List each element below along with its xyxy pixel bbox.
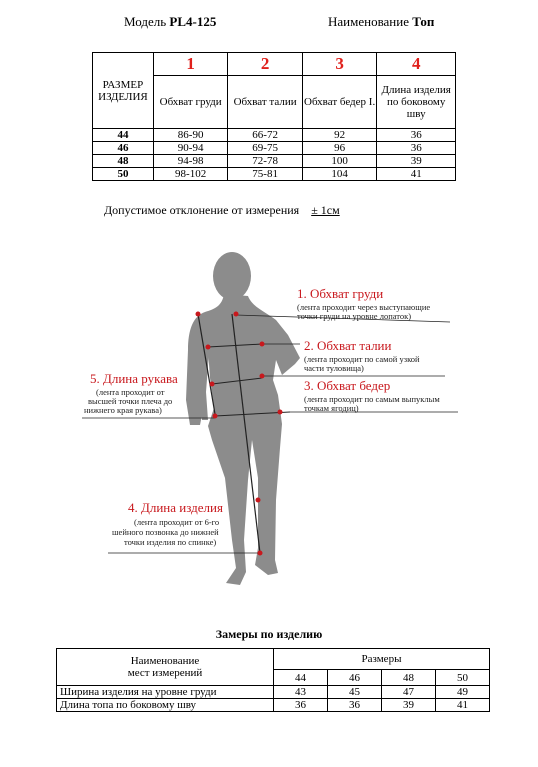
col-label-1: Обхват груди bbox=[153, 76, 228, 129]
model-label: Модель bbox=[124, 14, 167, 29]
cell: 39 bbox=[377, 155, 456, 168]
col-number-3: 3 bbox=[302, 53, 377, 76]
row-name: Длина топа по боковому шву bbox=[57, 699, 274, 712]
size-col: 46 bbox=[328, 670, 382, 686]
cell: 86-90 bbox=[153, 129, 228, 142]
label-length-sub: шейного позвонка до нижней bbox=[112, 527, 219, 537]
tolerance-text: Допустимое отклонение от измерения bbox=[104, 203, 300, 217]
col-number-1: 1 bbox=[153, 53, 228, 76]
label-waist-title: 2. Обхват талии bbox=[304, 338, 392, 353]
label-hips-sub: точкам ягодиц) bbox=[304, 403, 359, 413]
label-length-title: 4. Длина изделия bbox=[128, 500, 223, 515]
cell: 69-75 bbox=[228, 142, 303, 155]
cell: 98-102 bbox=[153, 168, 228, 181]
label-chest-title: 1. Обхват груди bbox=[297, 286, 384, 301]
cell: 75-81 bbox=[228, 168, 303, 181]
label-waist-sub: (лента проходит по самой узкой bbox=[304, 354, 420, 364]
cell: 43 bbox=[274, 686, 328, 699]
row-name: Ширина изделия на уровне груди bbox=[57, 686, 274, 699]
cell: 39 bbox=[382, 699, 436, 712]
label-sleeve-sub: высшей точки плеча до bbox=[88, 396, 173, 406]
col-number-2: 2 bbox=[228, 53, 303, 76]
row-size: 46 bbox=[93, 142, 154, 155]
col-label-3: Обхват бедер I. bbox=[302, 76, 377, 129]
col-label-4: Длина изделия по боковому шву bbox=[377, 76, 456, 129]
label-length-sub: (лента проходит от 6-го bbox=[134, 517, 220, 527]
label-sleeve-sub: нижнего края рукава) bbox=[84, 405, 162, 415]
row-size: 44 bbox=[93, 129, 154, 142]
sizes-header: Размеры bbox=[274, 649, 490, 670]
name-header-line: Наименование bbox=[130, 655, 200, 667]
row-size: 50 bbox=[93, 168, 154, 181]
label-sleeve-title: 5. Длина рукава bbox=[90, 371, 178, 386]
cell: 92 bbox=[302, 129, 377, 142]
cell: 66-72 bbox=[228, 129, 303, 142]
label-length-sub: точки изделия по спинке) bbox=[124, 537, 217, 547]
cell: 49 bbox=[436, 686, 490, 699]
cell: 41 bbox=[377, 168, 456, 181]
cell: 36 bbox=[328, 699, 382, 712]
cell: 94-98 bbox=[153, 155, 228, 168]
label-hips-title: 3. Обхват бедер bbox=[304, 378, 391, 393]
name-header bbox=[57, 649, 274, 686]
size-col: 44 bbox=[274, 670, 328, 686]
size-col: 50 bbox=[436, 670, 490, 686]
cell: 96 bbox=[302, 142, 377, 155]
col-label-2: Обхват талии bbox=[228, 76, 303, 129]
name-label: Наименование bbox=[328, 14, 409, 29]
cell: 36 bbox=[377, 142, 456, 155]
cell: 104 bbox=[302, 168, 377, 181]
cell: 36 bbox=[377, 129, 456, 142]
label-waist-sub: части туловища) bbox=[304, 363, 364, 373]
tolerance-value: ± 1см bbox=[311, 203, 340, 217]
label-hips-sub: (лента проходит по самым выпуклым bbox=[304, 394, 440, 404]
name-header-line: мест измерений bbox=[127, 667, 203, 679]
cell: 90-94 bbox=[153, 142, 228, 155]
col-number-4: 4 bbox=[377, 53, 456, 76]
cell: 45 bbox=[328, 686, 382, 699]
cell: 47 bbox=[382, 686, 436, 699]
product-table bbox=[56, 648, 490, 712]
cell: 100 bbox=[302, 155, 377, 168]
size-col: 48 bbox=[382, 670, 436, 686]
cell: 41 bbox=[436, 699, 490, 712]
cell: 36 bbox=[274, 699, 328, 712]
name-value: Топ bbox=[412, 14, 435, 29]
row-size: 48 bbox=[93, 155, 154, 168]
cell: 72-78 bbox=[228, 155, 303, 168]
table-row bbox=[57, 686, 490, 699]
label-chest-sub: (лента проходит через выступающие bbox=[297, 302, 431, 312]
product-table-title: Замеры по изделию bbox=[215, 627, 323, 641]
label-sleeve-sub: (лента проходит от bbox=[96, 387, 165, 397]
table-row bbox=[57, 699, 490, 712]
size-header: РАЗМЕР ИЗДЕЛИЯ bbox=[93, 53, 154, 129]
model-value: PL4-125 bbox=[169, 14, 217, 29]
label-chest-sub: точки груди на уровне лопаток) bbox=[297, 311, 412, 321]
